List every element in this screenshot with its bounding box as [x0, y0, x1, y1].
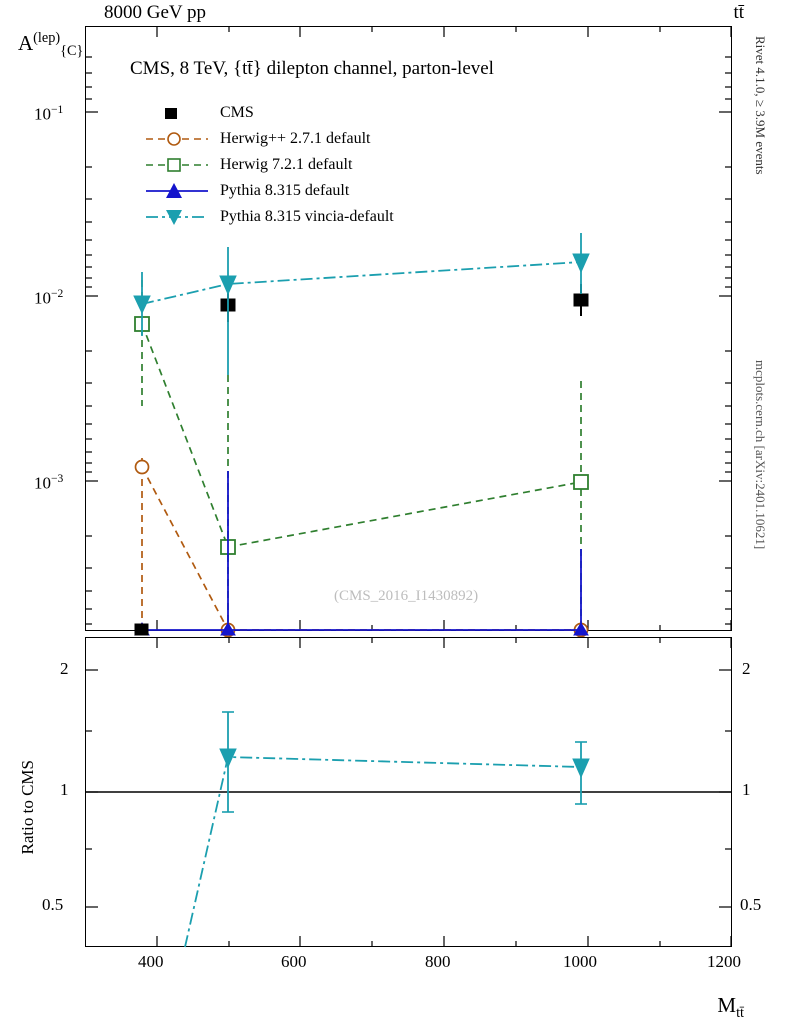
- main-ylabel-base: A: [18, 31, 34, 55]
- ratio-ytick-1-right: 1: [742, 780, 751, 799]
- ratio-plot-canvas: [85, 637, 732, 947]
- legend-label: CMS: [220, 104, 254, 121]
- legend-label: Herwig++ 2.7.1 default: [220, 130, 371, 147]
- xaxis-label: [717, 993, 744, 1022]
- legend-label: Pythia 8.315 default: [220, 182, 350, 199]
- ratio-ytick-2-right: 2: [742, 659, 751, 678]
- xtick-400: 400: [138, 952, 164, 971]
- xaxis-label-base: M: [717, 992, 737, 1017]
- ratio-ytick-05: 0.5: [42, 895, 64, 914]
- mcplots-caption: mcplots.cern.ch [arXiv:2401.10621]: [753, 360, 768, 550]
- ratio-series-pythia-vincia: [185, 712, 589, 947]
- series-pythia-vincia: [134, 233, 589, 375]
- series-herwig7: [135, 280, 588, 630]
- legend-label: Herwig 7.2.1 default: [220, 156, 353, 173]
- main-ytick-1e-1: $10^{-1}$: [34, 103, 64, 124]
- rivet-caption: Rivet 4.1.0, ≥ 3.9M events: [753, 36, 768, 175]
- ratio-ytick-1: 1: [60, 780, 69, 799]
- main-plot-canvas: [85, 26, 732, 631]
- xtick-1000: 1000: [563, 952, 597, 971]
- series-pythia-default: [135, 471, 588, 635]
- main-ytick-1e-3: $10^{-3}$: [34, 472, 64, 493]
- ratio-ytick-2: 2: [60, 659, 69, 678]
- xtick-600: 600: [281, 952, 307, 971]
- header-beam-label: 8000 GeV pp: [104, 2, 207, 23]
- series-cms: [135, 284, 588, 635]
- header-process-label: tt̄: [733, 2, 744, 23]
- xaxis-label-sub: tt̄: [736, 1005, 744, 1021]
- main-ylabel: [18, 30, 83, 60]
- xtick-800: 800: [425, 952, 451, 971]
- main-ylabel-sub: {C}: [60, 43, 84, 60]
- plot-title: CMS, 8 TeV, {tt̄} dilepton channel, parton-level: [130, 58, 494, 79]
- xtick-1200: 1200: [707, 952, 741, 971]
- analysis-watermark: (CMS_2016_I1430892): [334, 588, 479, 604]
- ratio-ylabel: Ratio to CMS: [18, 760, 37, 855]
- ratio-ytick-05-right: 0.5: [740, 895, 762, 914]
- main-ylabel-sup: (lep): [33, 30, 61, 46]
- legend-label: Pythia 8.315 vincia-default: [220, 208, 394, 225]
- main-ytick-1e-2: $10^{-2}$: [34, 287, 64, 308]
